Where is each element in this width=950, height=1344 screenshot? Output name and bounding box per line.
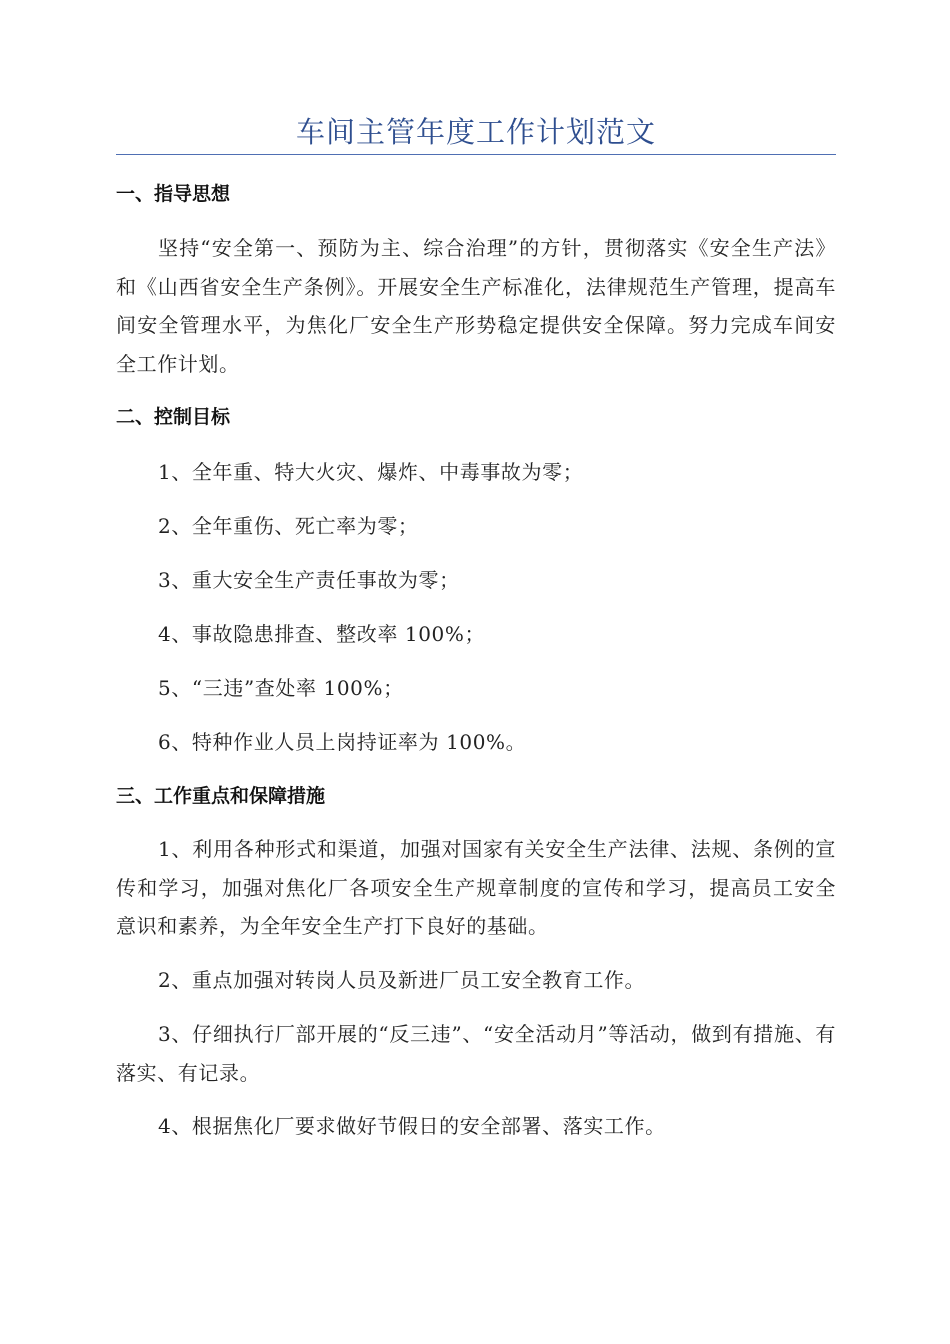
document-title: 车间主管年度工作计划范文 — [295, 115, 656, 149]
list-item: 1、全年重、特大火灾、爆炸、中毒事故为零； — [158, 460, 584, 484]
section-paragraph-guiding-ideology: 坚持“安全第一、预防为主、综合治理”的方针，贯彻落实《安全生产法》和《山西省安全生产条例》。开展安全生产标准化，法律规范生产管理，提高车间安全管理水平，为焦化厂安全生产形势稳定提供安全保障。努力完成车间安全工作计划。 — [116, 236, 836, 376]
list-item: 6、特种作业人员上岗持证率为 100%。 — [158, 730, 527, 754]
section-heading-control-targets: 二、控制目标 — [116, 406, 231, 428]
section-heading-work-focus: 三、工作重点和保障措施 — [116, 785, 326, 807]
list-item: 2、重点加强对转岗人员及新进厂员工安全教育工作。 — [158, 968, 646, 992]
list-item: 5、“三违”查处率 100%； — [158, 676, 404, 700]
list-item: 3、仔细执行厂部开展的“反三违”、“安全活动月”等活动，做到有措施、有落实、有记录。 — [116, 1022, 836, 1085]
list-item: 2、全年重伤、死亡率为零； — [158, 514, 419, 538]
section-heading-guiding-ideology: 一、指导思想 — [116, 183, 231, 205]
list-item: 4、事故隐患排查、整改率 100%； — [158, 622, 486, 646]
title-underline — [116, 154, 836, 155]
list-item: 3、重大安全生产责任事故为零； — [158, 568, 460, 592]
list-item: 4、根据焦化厂要求做好节假日的安全部署、落实工作。 — [158, 1114, 666, 1138]
list-item: 1、利用各种形式和渠道，加强对国家有关安全生产法律、法规、条例的宣传和学习，加强对焦化厂各项安全生产规章制度的宣传和学习，提高员工安全意识和素养，为全年安全生产打下良好的基础。 — [116, 837, 836, 938]
